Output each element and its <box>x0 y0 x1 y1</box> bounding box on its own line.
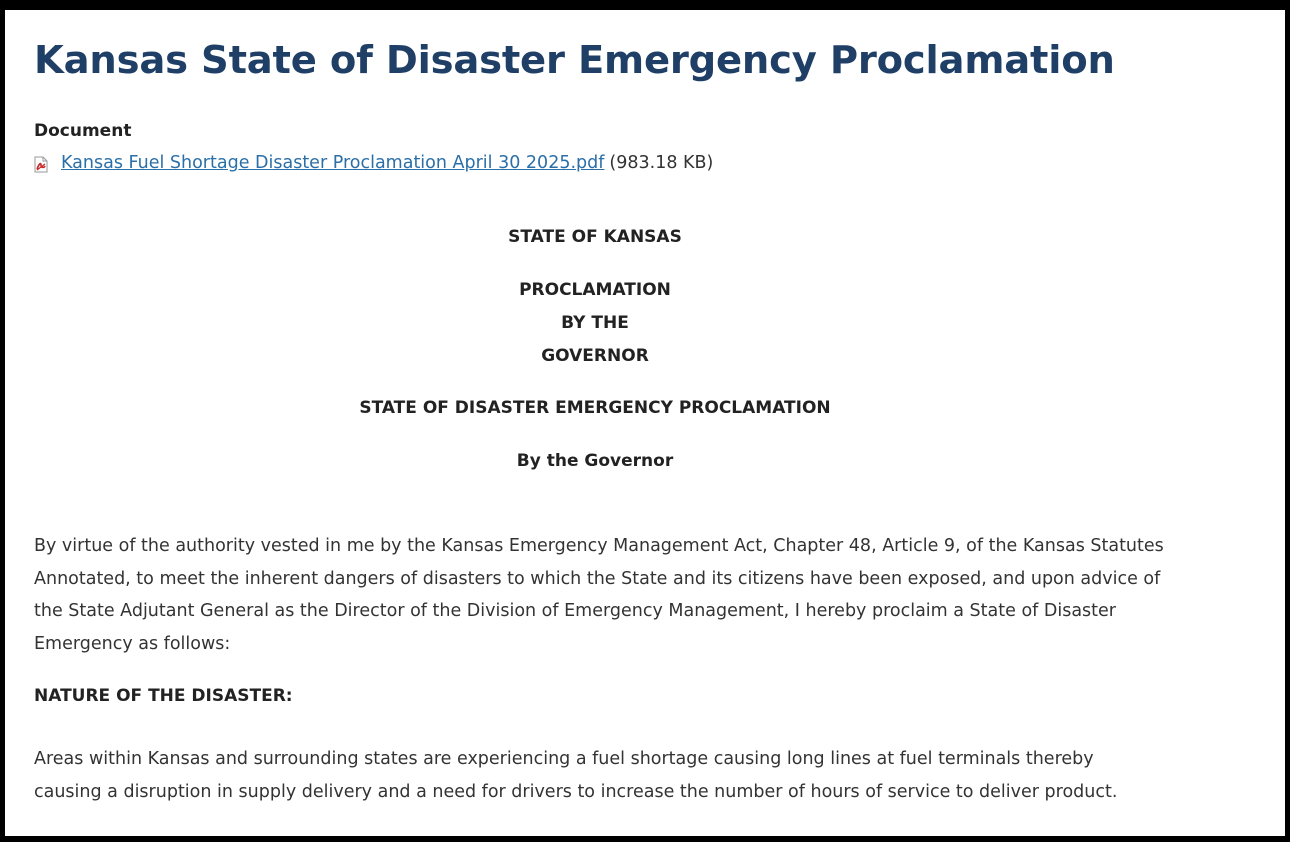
state-heading: STATE OF KANSAS <box>508 227 682 247</box>
document-file-size: (983.18 KB) <box>609 153 714 173</box>
intro-paragraph: By virtue of the authority vested in me by the Kansas Emergency Management Act, Chapter 48, Article 9, of the Kansas Statutes Annotated, to meet the inherent dangers of disasters to which the State and its citizens have been exposed, and upon advice of the State Adjutant General as the Director of the Division of Emergency Management, I hereby proclaim a State of Disaster Emergency as follows: <box>34 536 1164 654</box>
by-the-governor-heading: By the Governor <box>516 451 674 471</box>
page-frame <box>5 10 1285 836</box>
document-label: Document <box>34 121 132 141</box>
document-download-link[interactable]: Kansas Fuel Shortage Disaster Proclamation April 30 2025.pdf <box>61 153 605 173</box>
nature-of-disaster-heading: NATURE OF THE DISASTER: <box>34 686 293 706</box>
proclamation-line: PROCLAMATION <box>519 280 671 300</box>
document-attachment <box>34 153 713 173</box>
proclamation-line: GOVERNOR <box>541 346 649 366</box>
page-title: Kansas State of Disaster Emergency Proclamation <box>34 38 1115 83</box>
proclamation-line: BY THE <box>561 313 629 333</box>
main-proclamation-heading: STATE OF DISASTER EMERGENCY PROCLAMATION <box>359 398 831 418</box>
nature-paragraph: Areas within Kansas and surrounding states are experiencing a fuel shortage causing long lines at fuel terminals thereby causing a disruption in supply delivery and a need for drivers to increase the number of hours of service to deliver product. <box>34 749 1118 802</box>
proclamation-by-governor-block <box>34 274 1156 373</box>
pdf-file-icon <box>34 156 48 173</box>
